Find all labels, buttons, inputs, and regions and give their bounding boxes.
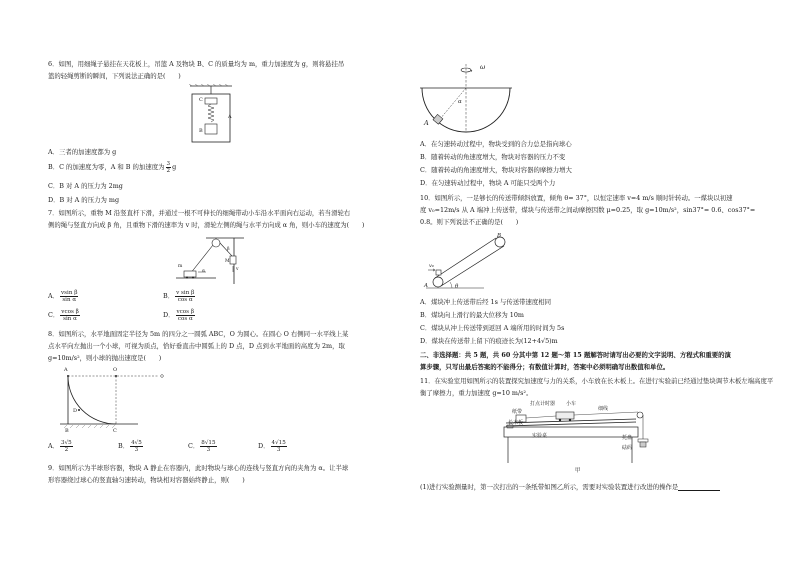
q9-label-alpha: α bbox=[458, 99, 462, 105]
q7-option-d bbox=[163, 308, 196, 322]
q7-option-b-num: v sin β bbox=[176, 289, 195, 296]
q8-option-a-num: 3√5 bbox=[61, 439, 72, 446]
q8-option-d-frac bbox=[271, 440, 287, 453]
q8-label-o: O bbox=[113, 367, 118, 373]
q10-label-theta: θ bbox=[455, 284, 459, 290]
q6-line2: 篮的轻绳剪断的瞬间，下列说法正确的是( ) bbox=[48, 72, 181, 80]
q6-line1: 6．如图，用细绳子悬挂在天花板上，吊篮 A 及物块 B、C 的质量均为 m，重力加速度为 g，则将悬挂吊 bbox=[48, 60, 345, 68]
q9-option-b: B．随着转动的角速度增大，物块对容器的压力不变 bbox=[420, 153, 566, 161]
q10-label-b: B bbox=[497, 233, 502, 239]
q7-option-b-den: cos α bbox=[177, 296, 193, 303]
q9-option-c: C．随着转动的角速度增大，物块对容器的摩擦力增大 bbox=[420, 166, 572, 174]
q8-line3: g=10m/s²，则小球的抛出速度是( ) bbox=[48, 354, 162, 362]
q8-option-a-frac bbox=[60, 440, 73, 453]
q6-option-b-text: B．C 的加速度为零，A 和 B 的加速度为 bbox=[48, 163, 165, 171]
q8-option-c-num: 8√15 bbox=[201, 439, 216, 446]
q11-line1: 11．在实验室用如图所示的装置探究加速度与力的关系，小车放在长木板上。在进行实验前已经通过垫块调节木板左端高度平 bbox=[420, 377, 774, 385]
q11-label-tray: 托盘 bbox=[622, 435, 633, 441]
q6-option-a: A．三者的加速度都为 g bbox=[48, 148, 117, 156]
q8-line2: 点水平向左抛出一个小球，可视为质点，恰好垂直击中圆弧上的 D 点，D 点到水平地面的高度为 2m，取 bbox=[48, 342, 345, 350]
q6-option-c: C．B 对 A 的压力为 2mg bbox=[48, 182, 123, 190]
q8-option-a-den: 2 bbox=[64, 446, 69, 453]
q11-line2: 衡了摩擦力，重力加速度 g=10 m/s²。 bbox=[420, 389, 533, 397]
q7-option-b bbox=[163, 289, 196, 303]
q6-label-b: B bbox=[199, 128, 203, 134]
q7-option-c-label: C． bbox=[48, 311, 60, 319]
q6-option-b-frac bbox=[166, 161, 172, 174]
q7-option-b-frac bbox=[175, 290, 195, 303]
q8-option-b-num: 4√5 bbox=[131, 439, 142, 446]
q7-line2: 侧的绳与竖直方向成 β 角，且重物下滑的速率为 v 时，滑轮左侧的绳与水平方向成 α 角，则小车的速度为( ) bbox=[48, 221, 365, 229]
q7-line1: 7．如图所示，重物 M 沿竖直杆下滑，并通过一根不可伸长的细绳带动小车沿水平面向右运动，若当滑轮右 bbox=[48, 209, 351, 217]
q11-label-rope: 细线 bbox=[598, 406, 609, 412]
q7-option-c-num: vcos β bbox=[61, 308, 79, 315]
q11-label-table: 实验桌 bbox=[532, 433, 548, 439]
q9-label-omega: ω bbox=[480, 63, 486, 71]
q8-option-b-label: B． bbox=[118, 442, 130, 450]
q7-option-d-frac bbox=[176, 309, 196, 322]
q11-label-weight: 砝码 bbox=[622, 445, 633, 451]
q10-line3: 0.8。则下列说法不正确的是( ) bbox=[420, 218, 519, 226]
q6-option-b-den: 2 bbox=[166, 167, 171, 174]
q8-option-b bbox=[118, 438, 144, 454]
q8-label-c: C bbox=[113, 428, 117, 434]
q10-option-c: C．煤块从冲上传送带到返回 A 端所用的时间为 5s bbox=[420, 324, 565, 332]
q7-label-m: m bbox=[178, 264, 183, 269]
q10-option-a: A．煤块冲上传送带后经 1s 与传送带速度相同 bbox=[420, 298, 552, 306]
q10-line2: 度 v₀=12m/s 从 A 端冲上传送带，煤块与传送带之间动摩擦因数 μ=0.25，取 g=10m/s²，sin37°= 0.6、cos37°= bbox=[420, 206, 756, 214]
q11-answer-blank[interactable] bbox=[678, 484, 720, 491]
q11-label-timer: 打点计时器 bbox=[530, 401, 556, 407]
q10-label-a: A bbox=[424, 283, 428, 289]
section-2-line1: 二、非选择题：共 5 题，共 60 分其中第 12 题～第 15 题解答时请写出必要的文字说明、方程式和重要的演 bbox=[420, 351, 731, 359]
q11-part1-text: (1)进行实验测量时，第一次打出的一条纸带如图乙所示，需要对实验装置进行改进的操作是 bbox=[420, 483, 679, 491]
q8-option-d-den: 3 bbox=[276, 446, 281, 453]
q6-option-d: D．B 对 A 的压力为 mg bbox=[48, 196, 120, 204]
q7-figure bbox=[176, 234, 256, 286]
q8-label-b: B bbox=[65, 428, 69, 434]
q10-line1: 10．如图所示，一足够长的传送带倾斜放置，倾角 θ= 37°，以恒定速率 v=4 m/s 顺时针转动。一煤块以初速 bbox=[420, 194, 733, 202]
q10-option-d: D．煤块在传送带上留下的痕迹长为(12+4√5)m bbox=[420, 337, 558, 345]
q7-option-c-frac bbox=[60, 309, 80, 322]
q11-label-car: 小车 bbox=[566, 401, 577, 407]
q8-option-b-frac bbox=[130, 440, 143, 453]
q8-option-c-label: C． bbox=[188, 442, 200, 450]
q8-option-d-num: 4√15 bbox=[271, 439, 286, 446]
q7-label-v: v bbox=[236, 267, 239, 272]
q8-label-d: D bbox=[73, 408, 78, 414]
q6-option-b-num: 3 bbox=[166, 160, 171, 167]
q8-figure bbox=[58, 370, 166, 432]
q7-label-big-m: M bbox=[225, 259, 230, 264]
q8-option-a bbox=[48, 438, 74, 454]
q7-label-alpha: α bbox=[202, 269, 206, 274]
q8-line1: 8．如图所示，水平地面固定半径为 5m 的四分之一圆弧 ABC，O 为圆心。在圆心 O 右侧同一水平线上某 bbox=[48, 330, 349, 338]
q9-figure bbox=[418, 62, 514, 134]
q7-option-d-num: vcos β bbox=[176, 308, 195, 315]
q6-label-a: A bbox=[228, 114, 232, 120]
q10-figure bbox=[424, 230, 516, 292]
q7-option-d-den: cos α bbox=[177, 315, 193, 322]
q8-option-c-frac bbox=[200, 440, 216, 453]
q7-label-beta: β bbox=[227, 247, 230, 252]
q7-option-c bbox=[48, 308, 81, 322]
q7-option-a bbox=[48, 289, 79, 303]
q8-option-c-den: 3 bbox=[206, 446, 211, 453]
q7-option-b-label: B． bbox=[163, 292, 175, 300]
q8-option-c bbox=[188, 438, 218, 454]
q11-part1 bbox=[420, 483, 720, 491]
q8-option-a-label: A． bbox=[48, 442, 60, 450]
q7-option-a-frac bbox=[60, 290, 78, 303]
q9-line1: 9．如图所示为半球形容器，物块 A 静止在容器内，此时物块与球心的连线与竖直方向的夹角为 α。让半球 bbox=[48, 464, 349, 472]
q10-option-b: B．煤块向上滑行的最大位移为 10m bbox=[420, 311, 524, 319]
q9-option-a: A．在匀速转动过程中，物块受到的合力总是指向球心 bbox=[420, 140, 572, 148]
q7-option-a-num: vsin β bbox=[61, 289, 78, 296]
q8-label-a: A bbox=[64, 367, 68, 373]
q11-figure-caption: 甲 bbox=[575, 468, 581, 474]
q8-option-b-den: 3 bbox=[134, 446, 139, 453]
q7-option-a-den: sin α bbox=[62, 296, 77, 303]
q7-option-a-label: A． bbox=[48, 292, 60, 300]
q6-option-b bbox=[48, 160, 176, 174]
q11-label-paper: 纸带 bbox=[512, 409, 523, 415]
q10-label-v0: v₀ bbox=[429, 263, 434, 269]
q6-option-b-g: g bbox=[172, 163, 177, 171]
q11-label-board: 长木板 bbox=[508, 420, 524, 426]
q8-option-d bbox=[258, 438, 288, 454]
q8-option-d-label: D． bbox=[258, 442, 270, 450]
q9-line2: 形容器绕过球心的竖直轴匀速转动，物块相对容器始终静止，则( ) bbox=[48, 476, 245, 484]
q6-label-c: C bbox=[199, 97, 203, 103]
q7-option-c-den: sin α bbox=[63, 315, 77, 322]
q9-option-d: D．在匀速转动过程中，物块 A 可能只受两个力 bbox=[420, 179, 556, 187]
q7-option-d-label: D． bbox=[163, 311, 175, 319]
q9-label-a: A bbox=[424, 119, 429, 127]
section-2-line2: 算步骤，只写出最后答案的不能得分；有数值计算时，答案中必须明确写出数值和单位。 bbox=[420, 363, 670, 371]
